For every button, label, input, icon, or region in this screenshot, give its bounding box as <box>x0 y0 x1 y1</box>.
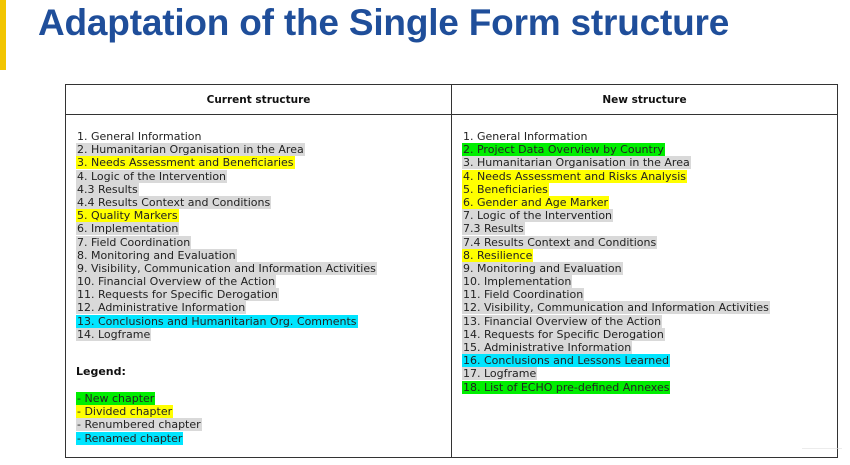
new-chapter-item-text: 4. Needs Assessment and Risks Analysis <box>463 169 686 183</box>
current-structure-list <box>76 129 377 340</box>
current-chapter-item-text: 9. Visibility, Communication and Information Activities <box>77 261 376 275</box>
new-chapter-item <box>462 235 770 248</box>
new-chapter-item-text: 12. Visibility, Communication and Information Activities <box>463 301 769 315</box>
new-chapter-item-text: 14. Requests for Specific Derogation <box>463 327 664 341</box>
new-chapter-item <box>462 380 770 393</box>
current-chapter-item <box>76 208 377 221</box>
current-chapter-item-text: 2. Humanitarian Organisation in the Area <box>77 143 304 157</box>
legend-item-text: - New chapter <box>77 392 155 405</box>
structure-table <box>65 84 838 458</box>
new-chapter-item-text: 11. Field Coordination <box>463 288 584 302</box>
current-chapter-item-text: 12. Administrative Information <box>77 301 246 315</box>
new-chapter-item <box>462 129 770 142</box>
new-chapter-item <box>462 195 770 208</box>
new-chapter-item-text: 9. Monitoring and Evaluation <box>463 261 622 275</box>
current-chapter-item <box>76 300 377 313</box>
legend-item <box>76 431 202 444</box>
current-chapter-item-text: 1. General Information <box>77 130 202 143</box>
new-chapter-item <box>462 142 770 155</box>
new-chapter-item <box>462 300 770 313</box>
legend-item-text: - Renumbered chapter <box>77 418 201 432</box>
new-chapter-item-text: 7. Logic of the Intervention <box>463 209 613 223</box>
new-chapter-item <box>462 366 770 379</box>
current-chapter-item <box>76 314 377 327</box>
new-chapter-item <box>462 287 770 300</box>
new-chapter-item <box>462 221 770 234</box>
new-structure-header: New structure <box>452 85 837 115</box>
new-chapter-item <box>462 353 770 366</box>
legend-item <box>76 391 202 404</box>
new-chapter-item-text: 3. Humanitarian Organisation in the Area <box>463 156 690 170</box>
legend-item <box>76 404 202 417</box>
new-chapter-item <box>462 182 770 195</box>
current-chapter-item <box>76 248 377 261</box>
new-structure-column <box>452 85 837 457</box>
new-chapter-item-text: 8. Resilience <box>463 248 533 262</box>
current-chapter-item <box>76 169 377 182</box>
corner-decoration <box>802 448 842 459</box>
new-chapter-item <box>462 327 770 340</box>
current-chapter-item <box>76 235 377 248</box>
current-chapter-item <box>76 221 377 234</box>
new-chapter-item <box>462 208 770 221</box>
current-chapter-item <box>76 142 377 155</box>
current-chapter-item-text: 8. Monitoring and Evaluation <box>77 248 236 262</box>
new-chapter-item-text: 15. Administrative Information <box>463 341 632 354</box>
current-chapter-item <box>76 182 377 195</box>
current-chapter-item-text: 6. Implementation <box>77 222 179 236</box>
current-chapter-item <box>76 195 377 208</box>
new-chapter-item-text: 5. Beneficiaries <box>463 182 548 196</box>
new-chapter-item <box>462 340 770 353</box>
new-chapter-item-text: 13. Financial Overview of the Action <box>463 314 662 328</box>
current-chapter-item-text: 3. Needs Assessment and Beneficiaries <box>77 156 294 170</box>
current-chapter-item <box>76 274 377 287</box>
new-chapter-item <box>462 155 770 168</box>
current-chapter-item-text: 10. Financial Overview of the Action <box>77 275 276 289</box>
current-chapter-item <box>76 261 377 274</box>
new-chapter-item <box>462 274 770 287</box>
current-chapter-item <box>76 155 377 168</box>
new-chapter-item <box>462 261 770 274</box>
current-chapter-item-text: 14. Logframe <box>77 327 151 341</box>
legend-list <box>76 391 202 444</box>
current-chapter-item <box>76 287 377 300</box>
new-chapter-item-text: 10. Implementation <box>463 275 572 289</box>
legend-item-text: - Divided chapter <box>77 405 173 419</box>
new-chapter-item-text: 1. General Information <box>463 130 588 143</box>
new-chapter-item-text: 7.4 Results Context and Conditions <box>463 235 657 249</box>
current-chapter-item-text: 4.4 Results Context and Conditions <box>77 195 271 209</box>
legend-title: Legend: <box>76 365 126 378</box>
current-chapter-item-text: 13. Conclusions and Humanitarian Org. Comments <box>77 314 357 328</box>
new-chapter-item-text: 6. Gender and Age Marker <box>463 195 609 209</box>
new-chapter-item-text: 7.3 Results <box>463 222 524 236</box>
current-chapter-item-text: 4. Logic of the Intervention <box>77 169 227 183</box>
new-structure-list <box>462 129 770 393</box>
new-chapter-item-text: 18. List of ECHO pre-defined Annexes <box>463 380 670 394</box>
current-chapter-item <box>76 327 377 340</box>
current-structure-header: Current structure <box>66 85 451 115</box>
accent-bar <box>0 0 6 70</box>
legend-item <box>76 417 202 430</box>
new-chapter-item-text: 16. Conclusions and Lessons Learned <box>463 354 669 368</box>
legend-item-text: - Renamed chapter <box>77 431 183 445</box>
slide-title: Adaptation of the Single Form structure <box>38 2 730 43</box>
current-chapter-item-text: 7. Field Coordination <box>77 235 191 249</box>
current-chapter-item-text: 5. Quality Markers <box>77 209 178 223</box>
new-chapter-item <box>462 248 770 261</box>
new-chapter-item-text: 2. Project Data Overview by Country <box>463 143 664 157</box>
current-structure-column <box>66 85 452 457</box>
new-chapter-item-text: 17. Logframe <box>463 367 537 381</box>
current-chapter-item-text: 11. Requests for Specific Derogation <box>77 288 278 302</box>
current-chapter-item-text: 4.3 Results <box>77 182 138 196</box>
new-chapter-item <box>462 314 770 327</box>
new-chapter-item <box>462 169 770 182</box>
current-chapter-item <box>76 129 377 142</box>
